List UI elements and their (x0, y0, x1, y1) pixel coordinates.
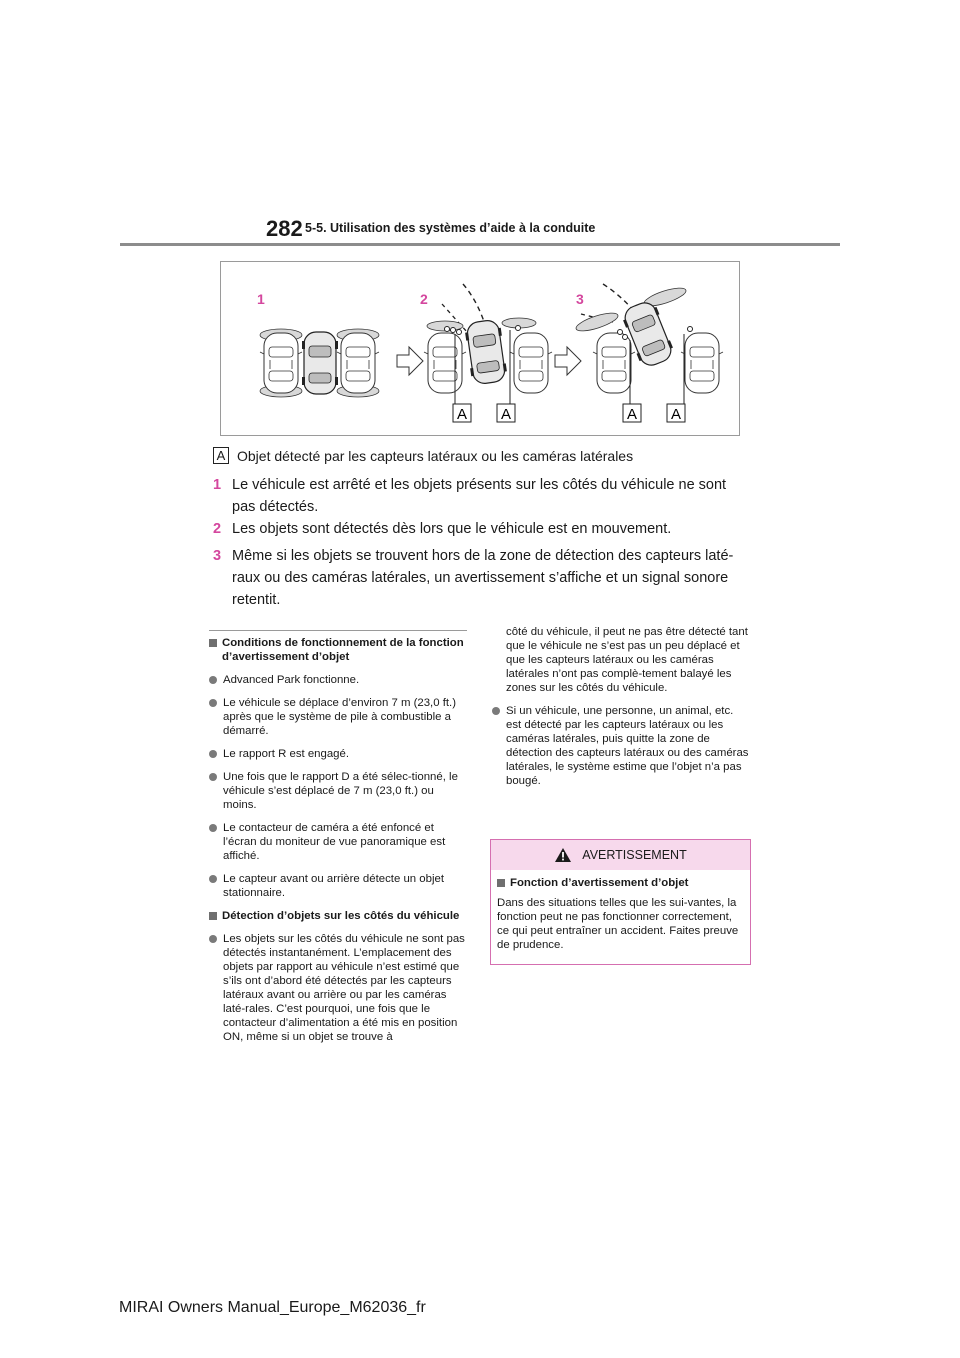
left-column (209, 636, 467, 1053)
step-label-1: 1 (257, 291, 265, 307)
step-text: Les objets sont détectés dès lors que le véhicule est en mouvement. (232, 521, 672, 537)
step-number: 3 (213, 548, 222, 564)
legend (213, 447, 633, 464)
section-title: 5-5. Utilisation des systèmes d’aide à la conduite (305, 221, 596, 235)
warning-body (491, 870, 750, 952)
detection-dot (451, 328, 456, 333)
warning-heading: Fonction d’avertissement d’objet (497, 876, 744, 890)
warning-title: AVERTISSEMENT (582, 848, 687, 862)
right-column (492, 625, 750, 797)
list-item: Le contacteur de caméra a été enfoncé et l’écran du moniteur de vue panoramique est affiché. (209, 821, 467, 863)
parked-car-left (260, 333, 302, 393)
detection-dot (618, 330, 623, 335)
list-item: Le capteur avant ou arrière détecte un objet stationnaire. (209, 872, 467, 900)
step-3 (213, 545, 753, 611)
warning-text: Dans des situations telles que les sui-vantes, la fonction peut ne pas fonctionner correctement, ce qui peut entraîner un accident. Faites preuve de prudence. (497, 897, 739, 951)
header-rule (120, 243, 840, 246)
list-item: Le véhicule se déplace d’environ 7 m (23,0 ft.) après que le système de pile à combustible a démarré. (209, 696, 467, 738)
legend-text: Objet détecté par les capteurs latéraux ou les caméras latérales (237, 447, 634, 464)
detection-dot (445, 327, 450, 332)
step-1 (213, 474, 753, 518)
list-item: Si un véhicule, une personne, un animal, etc. est détecté par les capteurs latéraux ou les caméras latérales, puis quitte la zone de détection des capteurs latéraux ou des caméras latérales, le système estime que l’objet n’a pas bougé. (492, 704, 750, 788)
parking-diagram (220, 261, 740, 436)
step-label-3: 3 (576, 291, 584, 307)
legend-letter: A (213, 447, 229, 464)
step-text: Même si les objets se trouvent hors de la zone de détection des capteurs laté-raux ou des caméras latérales, un avertissement s’affiche et un signal sonore retentit. (232, 548, 734, 608)
step-2 (213, 518, 753, 540)
detection-dot (457, 330, 462, 335)
arrow-icon (397, 347, 423, 375)
step-label-2: 2 (420, 291, 428, 307)
list-item: Le rapport R est engagé. (209, 747, 467, 761)
warning-box (490, 839, 751, 965)
detection-dot (516, 326, 521, 331)
parked-car (681, 333, 723, 393)
parked-car-right (337, 333, 379, 393)
conditions-heading: Conditions de fonctionnement de la fonction d’avertissement d’objet (209, 636, 467, 664)
detection-heading: Détection d’objets sur les côtés du véhicule (209, 909, 467, 923)
list-item: Une fois que le rapport D a été sélec-tionné, le véhicule s’est déplacé de 7 m (23,0 ft.) ou moins. (209, 770, 467, 812)
warning-header (491, 840, 750, 870)
detection-dot (623, 335, 628, 340)
page-number: 282 (266, 216, 303, 241)
parked-car (593, 333, 635, 393)
callout-letter: A (626, 406, 638, 423)
callout-letter: A (670, 406, 682, 423)
list-item: Les objets sur les côtés du véhicule ne sont pas détectés instantanément. L’emplacement des objets par rapport au véhicule n’est estimé que s’ils ont d’abord été détectés par les capteurs latéraux avant ou arrière ou par les caméras laté-rales. C’est pourquoi, une fois que le contacteur d’alimentation a été mis en position ON, même si un objet se trouve à (209, 932, 467, 1044)
footer-manual-id: MIRAI Owners Manual_Europe_M62036_fr (119, 1299, 426, 1316)
step-text: Le véhicule est arrêté et les objets présents sur les côtés du véhicule ne sont pas détectés. (232, 477, 727, 515)
ego-car (302, 332, 338, 394)
diagram-svg (221, 262, 739, 435)
warning-triangle-icon (554, 847, 572, 863)
list-item: Advanced Park fonctionne. (209, 673, 467, 687)
callout-letter: A (456, 406, 468, 423)
step-number: 1 (213, 477, 222, 493)
parked-car (424, 333, 466, 393)
detection-dot (688, 327, 693, 332)
continuation-text: côté du véhicule, il peut ne pas être détecté tant que le véhicule ne s’est pas un peu déplacé et que les capteurs latéraux ou les caméras latérales n’ont pas complè-tement balayé les zones sur les côtés du véhicule. (506, 626, 748, 694)
step-number: 2 (213, 521, 222, 537)
arrow-icon (555, 347, 581, 375)
callout-letter: A (500, 406, 512, 423)
parked-car (510, 333, 552, 393)
ego-car-moving (464, 319, 508, 385)
column-rule (209, 630, 467, 631)
